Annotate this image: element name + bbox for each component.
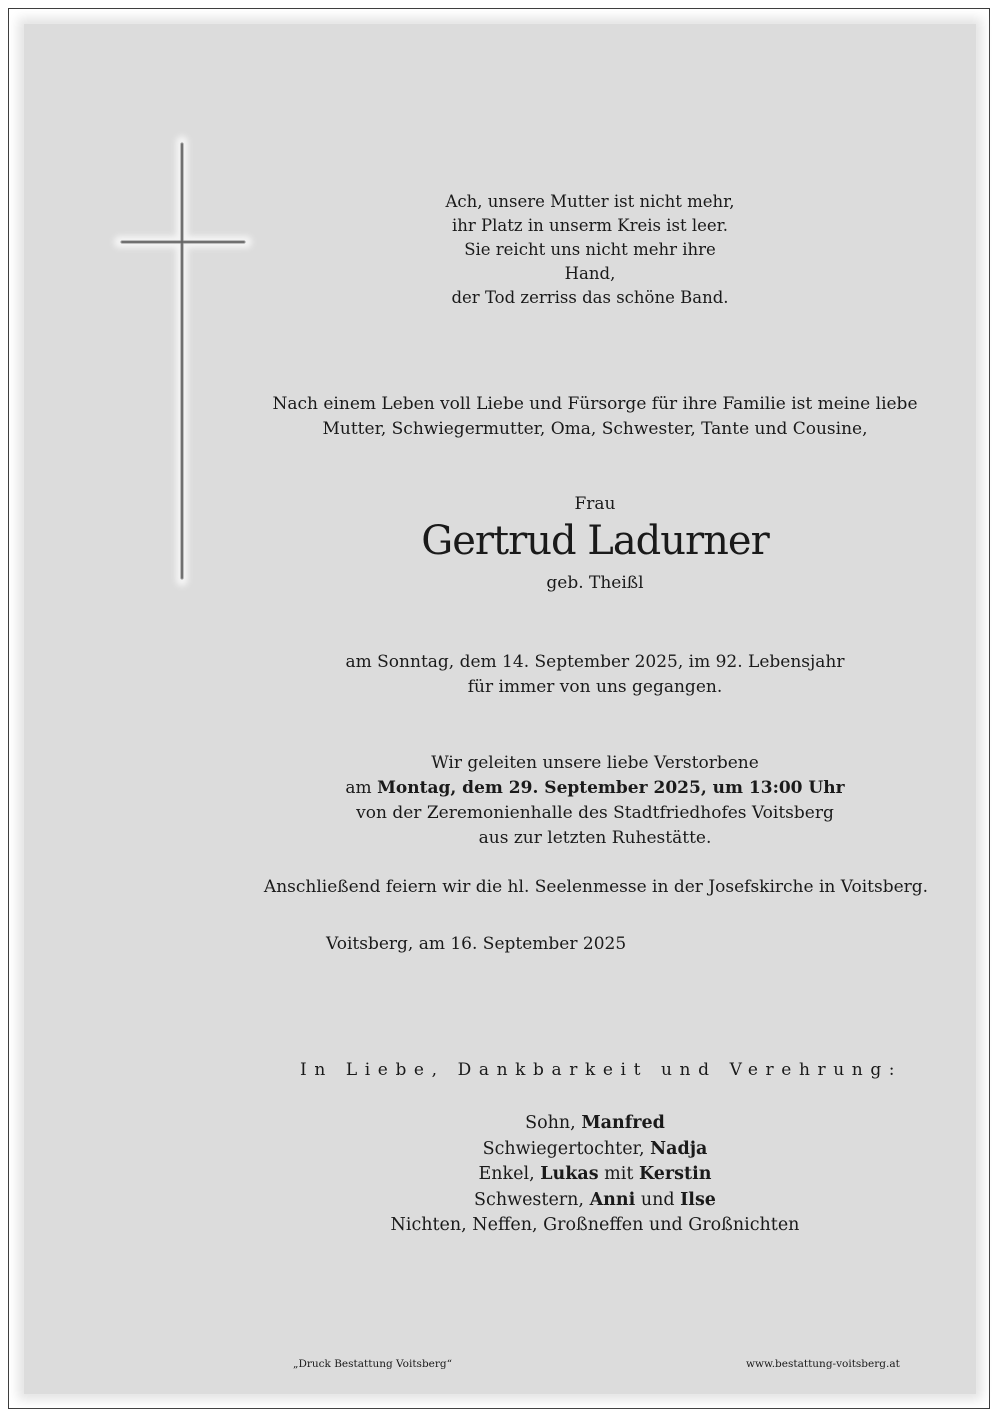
funeral-date-line xyxy=(300,776,890,801)
salutation: Frau xyxy=(574,494,616,514)
family-relation: Schwestern, xyxy=(474,1189,590,1210)
mass-notice: Anschließend feiern wir die hl. Seelenmesse in der Josefskirche in Voitsberg. xyxy=(263,877,929,897)
funeral-date-prefix: am xyxy=(345,778,378,798)
poem-line: Sie reicht uns nicht mehr ihre Hand, xyxy=(464,240,716,283)
family-list xyxy=(300,1111,890,1239)
deceased-name: Gertrud Ladurner xyxy=(421,518,769,564)
funeral-info xyxy=(300,751,890,851)
website-link[interactable]: www.bestattung-voitsberg.at xyxy=(746,1358,900,1370)
printer-credit: „Druck Bestattung Voitsberg“ xyxy=(293,1358,452,1370)
intro-line: Mutter, Schwiegermutter, Oma, Schwester, Tante und Cousine, xyxy=(322,419,868,439)
poem xyxy=(440,190,740,310)
funeral-line: von der Zeremonienhalle des Stadtfriedhofes Voitsberg xyxy=(356,803,834,823)
poem-line: ihr Platz in unserm Kreis ist leer. xyxy=(452,216,728,235)
poem-line: Ach, unsere Mutter ist nicht mehr, xyxy=(445,192,735,211)
family-member-name: Nadja xyxy=(650,1138,708,1159)
birth-name: geb. Theißl xyxy=(546,573,644,593)
family-member-name: Lukas xyxy=(540,1164,599,1184)
family-separator: und xyxy=(635,1189,681,1210)
intro-text xyxy=(250,392,940,442)
death-line: am Sonntag, dem 14. September 2025, im 92. Lebensjahr xyxy=(345,652,845,672)
family-line xyxy=(300,1213,890,1239)
cross-icon xyxy=(108,130,258,600)
family-relation: Sohn, xyxy=(525,1113,582,1133)
intro-line: Nach einem Leben voll Liebe und Fürsorge für ihre Familie ist meine liebe xyxy=(272,394,918,414)
funeral-line: Wir geleiten unsere liebe Verstorbene xyxy=(431,753,759,773)
family-separator: mit xyxy=(598,1164,639,1184)
family-line xyxy=(300,1162,890,1188)
family-line xyxy=(300,1188,890,1214)
family-member-name: Ilse xyxy=(680,1189,716,1210)
family-member-name: Anni xyxy=(589,1189,636,1210)
family-relation: Enkel, xyxy=(478,1164,541,1184)
death-notice xyxy=(300,650,890,700)
family-line xyxy=(300,1137,890,1163)
family-member-name: Kerstin xyxy=(638,1164,712,1184)
place-date: Voitsberg, am 16. September 2025 xyxy=(326,934,627,954)
family-line xyxy=(300,1111,890,1137)
family-relation: Schwiegertochter, xyxy=(482,1138,651,1159)
dedication: In Liebe, Dankbarkeit und Verehrung: xyxy=(300,1060,903,1080)
family-member-name: Manfred xyxy=(581,1113,665,1133)
funeral-date: Montag, dem 29. September 2025, um 13:00 Uhr xyxy=(377,778,845,798)
family-relation: Nichten, Neffen, Großneffen und Großnichten xyxy=(390,1215,800,1235)
poem-line: der Tod zerriss das schöne Band. xyxy=(451,288,729,307)
funeral-line: aus zur letzten Ruhestätte. xyxy=(478,828,712,848)
death-line: für immer von uns gegangen. xyxy=(467,677,723,697)
